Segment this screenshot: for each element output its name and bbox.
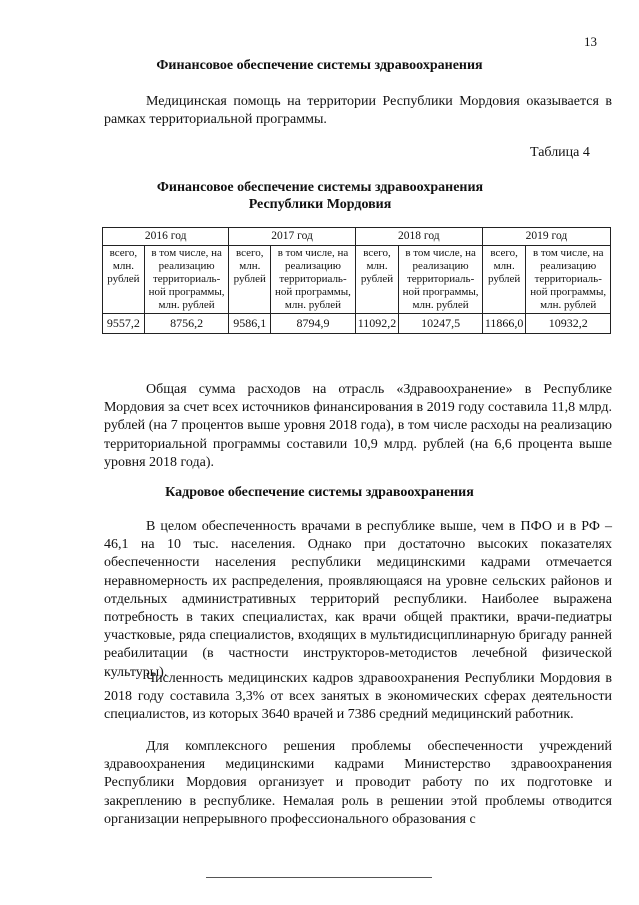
section-title-staffing: Кадровое обеспечение системы здравоохранения bbox=[165, 485, 474, 500]
table-header-row bbox=[103, 228, 611, 246]
subheader-program: в том числе, на реализацию территориаль-ной программы, млн. рублей bbox=[399, 246, 483, 314]
year-header: 2016 год bbox=[103, 228, 229, 246]
subheader-total: всего, млн. рублей bbox=[355, 246, 399, 314]
table-label: Таблица 4 bbox=[530, 145, 590, 160]
table-cell: 8756,2 bbox=[144, 314, 229, 334]
table-cell: 8794,9 bbox=[271, 314, 356, 334]
year-header: 2017 год bbox=[229, 228, 355, 246]
table-cell: 10247,5 bbox=[399, 314, 483, 334]
year-header: 2018 год bbox=[355, 228, 482, 246]
subheader-program: в том числе, на реализацию территориаль-ной программы, млн. рублей bbox=[144, 246, 229, 314]
footer-line bbox=[206, 877, 432, 878]
table-subheader-row bbox=[103, 246, 611, 314]
finance-table bbox=[102, 227, 611, 334]
subheader-total: всего, млн. рублей bbox=[103, 246, 145, 314]
subheader-program: в том числе, на реализацию территориаль-ной программы, млн. рублей bbox=[271, 246, 356, 314]
paragraph-doctors: В целом обеспеченность врачами в республике выше, чем в ПФО и в РФ – 46,1 на 10 тыс. населения. Однако при достаточно высоких показателях обеспеченности населения республики медицинскими кадрами отмечается неравномерность их распределения, проявляющаяся на уровне сельских районов и отдельных административных территорий республики. Наиболее выражена потребность в таких специалистах, как врачи общей практики, врачи-педиатры участковые, ряда специалистов, входящих в мультидисциплинарную бригаду ранней реабилитации (в частности инструкторов-методистов лечебной физической культуры). bbox=[104, 519, 612, 680]
table-cell: 10932,2 bbox=[526, 314, 611, 334]
paragraph-solution: Для комплексного решения проблемы обеспеченности учреждений здравоохранения медицинскими кадрами Министерство здравоохранения Республики Мордовия организует и проводит работу по их подготовке и закреплению в республике. Немалая роль в решении этой проблемы отводится организации непрерывного профессионального образования с bbox=[104, 739, 612, 827]
intro-paragraph: Медицинская помощь на территории Республики Мордовия оказывается в рамках территориальной программы. bbox=[104, 94, 612, 128]
section-title-finance: Финансовое обеспечение системы здравоохранения bbox=[156, 58, 483, 73]
page-number: 13 bbox=[584, 34, 597, 49]
table-title: Финансовое обеспечение системы здравоохранения Республики Мордовия bbox=[156, 180, 484, 212]
table-cell: 9557,2 bbox=[103, 314, 145, 334]
subheader-total: всего, млн. рублей bbox=[229, 246, 271, 314]
subheader-program: в том числе, на реализацию территориаль-ной программы, млн. рублей bbox=[526, 246, 611, 314]
table-row bbox=[103, 314, 611, 334]
table-cell: 9586,1 bbox=[229, 314, 271, 334]
subheader-total: всего, млн. рублей bbox=[482, 246, 526, 314]
table-cell: 11866,0 bbox=[482, 314, 526, 334]
table-cell: 11092,2 bbox=[355, 314, 399, 334]
year-header: 2019 год bbox=[482, 228, 610, 246]
paragraph-total-expenses: Общая сумма расходов на отрасль «Здравоохранение» в Республике Мордовия за счет всех источников финансирования в 2019 году составила 11,8 млрд. рублей (на 7 процентов выше уровня 2018 года), в том числе расходы на реализацию территориальной программы составили 10,9 млрд. рублей (на 6,6 процента выше уровня 2018 года). bbox=[104, 382, 612, 470]
paragraph-staff-count: Численность медицинских кадров здравоохранения Республики Мордовия в 2018 году составила 3,3% от всех занятых в экономических сферах деятельности специалистов, из которых 3640 врачей и 7386 средний медицинский работник. bbox=[104, 671, 612, 723]
